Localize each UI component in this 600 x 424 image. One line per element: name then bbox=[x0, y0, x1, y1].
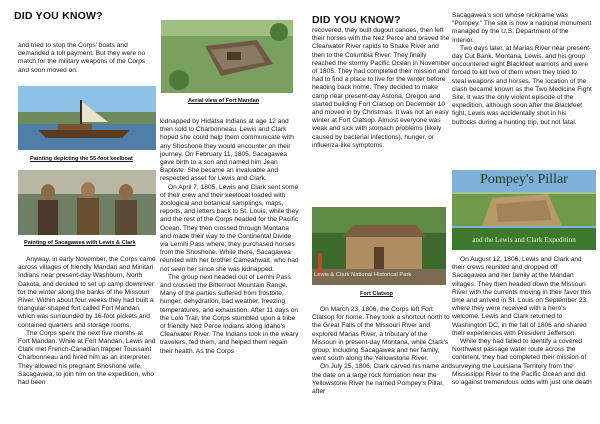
fort-mandan-photo bbox=[161, 20, 293, 93]
col4-para-3: On August 12, 1806, Lewis and Clark and their crews reunited and dropped off Sacagawea and her family at the Mandan villages. They then headed down the Missouri River with the currents moving in their favor this time and arrived in St. Louis on September 23, where they were received with a hero's welcome. Lewis and Clark returned to Washington DC, in the fall of 1806 and shared their experiences with President Jefferson. bbox=[452, 256, 591, 337]
pillar-subtitle: and the Lewis and Clark Expedition bbox=[472, 236, 576, 244]
col2-para-3: The group next headed out of Lemhi Pass and crossed the Bitterroot Mountain Range. Many of the parties suffered from frostbite, hunger, dehydration, bad weather, freezing temperatures, and exhaustion. After 11 days on the Lolo Trail, the Corps stumbled upon a tribe of friendly Nez Perce Indians along Idaho's Clearwater River. The Indians took in the weary travelers, fed them, and helped them regain their health. As the Corps bbox=[160, 273, 299, 355]
col4-text-top bbox=[452, 12, 592, 127]
col3-text-top bbox=[312, 27, 452, 150]
fort-mandan-caption: Aerial view of Fort Mandan bbox=[188, 98, 260, 104]
col4-para-4: While they had failed to identify a covered Northwest passage water route across the continent, they had completed their mission of surveying the Louisiana Territory from the Mississippi River to the Pacific Ocean and did so against tremendous odds with just one death bbox=[452, 338, 592, 387]
col1-text-top bbox=[18, 42, 154, 75]
pompeys-pillar-banner bbox=[452, 170, 596, 250]
col2-para-2: On April 7, 1805, Lewis and Clark sent some of their crew and their keelboat loaded with zoological and botanical samplings, maps, reports, and letters back to St. Louis, while they and the rest of the Corps headed for the Pacific Ocean. They then crossed through Montana and made their way to the Continental Divide via Lemhi Pass where; they purchased horses from the Shoshone. While there, Sacagawea reunited with her brother Cameahwait, who had not seen her since she was kidnapped. bbox=[160, 183, 299, 273]
col4-para-1: Sacagawea's son whose nickname was "Pompey." The site is now a national monument managed by the U.S. Department of the Interior. bbox=[452, 12, 592, 44]
col1-text-bottom bbox=[18, 256, 156, 387]
col4-text-bottom bbox=[452, 256, 592, 387]
col3-text-bottom bbox=[312, 306, 452, 396]
col4-para-2: Two days later, at Marias River near present-day Cut Bank, Montana, Lewis, and his group encountered eight Blackfeet warriors and were forced to kill two of them when they tried to steal weapons and horses. The location of the clash became known as the Two Medicine Fight Site. It was the only violent episode of the expedition, although soon after the Blackfeet fight, Lewis was accidentally shot in his buttocks during a hunting trip, but not fatal. bbox=[452, 44, 592, 126]
col1-para-top: and tried to stop the Corps' boats and demanded a toll payment. But they were no match for the military weapons of the Corps and soon moved on. bbox=[18, 42, 146, 74]
park-sign-text: Lewis & Clark National Historical Park bbox=[314, 272, 412, 278]
keelboat-caption: Painting depicting the 55-foot keelboat bbox=[30, 156, 133, 162]
did-you-know-heading-right: DID YOU KNOW? bbox=[312, 14, 401, 26]
fort-clatsop-caption: Fort Clatsop bbox=[360, 291, 393, 297]
keelboat-painting bbox=[18, 86, 156, 150]
col3-para-1: recovered, they built dugout canoes, then left their horses with the Nez Perce and braved the Clearwater River rapids to Snake River and then to the Columbia River. They finally reached the stormy Pacific Ocean in November of 1805. They had completed their mission and had to find a place to live for the winter before heading back home. They decided to make camp near present-day Astoria, Oregon and started building Fort Clatsop on December 10 and moved in by Christmas. It was not an easy winter at Fort Clatsop. Almost everyone was weak and sick with stomach problems (likely caused by bacterial infections), hunger, or influenza-like symptoms. bbox=[312, 27, 451, 149]
col2-text bbox=[160, 118, 300, 356]
col1-para-2: The Corps spent the next five months at Fort Mandan. While at Fort Mandan, Lewis and Clark met French-Canadian trapper Toussaint Charbonneau and hired him as an interpreter. They allowed his pregnant Shoshone wife, Sacagawea, to join him on the expedition, who had been bbox=[18, 329, 156, 387]
col3-para-2: On March 23, 1806, the Corps left Fort Clatsop for home. They took a shortcut north to the Great Falls of the Missouri River and explored Marias River, a tributary of the Missouri in present-day Montana, while Clark's group, including Sacagawea and her family, went south along the Yellowstone River. bbox=[312, 306, 450, 363]
col1-para-1: Anyway, in early November, the Corps came across villages of friendly Mandan and Minitari Indians near present-day Washburn, North Dakota, and decided to set up camp downriver for the winter along the banks of the Missouri River. Within about four weeks they had built a triangular-shaped fort called Fort Mandan, which was surrounded by 16-foot pickets and contained quarters and storage rooms. bbox=[18, 256, 156, 329]
col2-para-1: kidnapped by Hidatsa Indians at age 12 and then sold to Charbonneau. Lewis and Clark hoped she could help them communicate with any Shoshone they would encounter on their journey. On February 11, 1805, Sacagawea gave birth to a son and named him Jean Baptiste. She became an invaluable and respected asset for Lewis and Clark. bbox=[160, 118, 294, 183]
did-you-know-heading-left: DID YOU KNOW? bbox=[14, 10, 103, 22]
sacagawea-painting bbox=[18, 170, 156, 235]
col3-para-3: On July 25, 1806, Clark carved his name and the date on a large rock formation near the Yellowstone River he named Pompey's Pillar, after bbox=[312, 363, 452, 396]
sacagawea-caption: Painting of Sacagawea with Lewis & Clark bbox=[24, 240, 136, 246]
fort-clatsop-photo bbox=[312, 207, 446, 285]
pillar-title: Pompey's Pillar bbox=[480, 172, 568, 187]
